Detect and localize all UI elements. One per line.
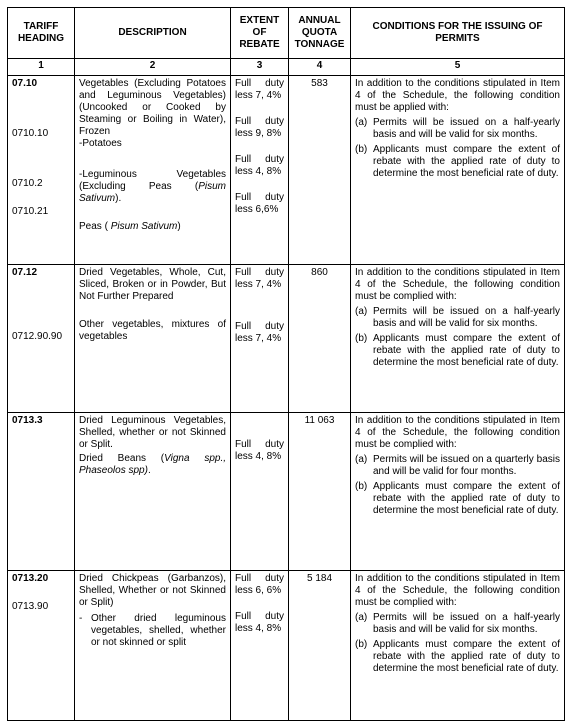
- table-row: [8, 413, 565, 571]
- rebate-cell: [231, 76, 289, 265]
- description-text: -Leguminous Vegetables (Excluding Peas (Pisum Sativum).: [79, 169, 226, 204]
- header-extent-of-rebate: EXTENT OF REBATE: [231, 8, 289, 59]
- description-text: Peas ( Pisum Sativum): [79, 221, 181, 232]
- rebate-text: Full duty less 6, 6%: [235, 573, 284, 596]
- tariff-code: 0713.3: [12, 415, 43, 426]
- condition-item: (a) Permits will be issued on a half-yearly basis and will be valid for six months.: [355, 612, 560, 635]
- column-number-row: [8, 59, 565, 76]
- column-number: 4: [289, 59, 351, 76]
- header-row: [8, 8, 565, 59]
- rebate-text: Full duty less 7, 4%: [235, 267, 284, 290]
- tariff-code: 0713.20: [12, 573, 49, 584]
- conditions-cell: [351, 76, 565, 265]
- description-text: Dried Vegetables, Whole, Cut, Sliced, Broken or in Powder, But Not Further Prepared: [79, 267, 226, 302]
- rebate-text: Full duty less 4, 8%: [235, 439, 284, 462]
- column-number: 1: [8, 59, 75, 76]
- conditions-intro: In addition to the conditions stipulated in Item 4 of the Schedule, the following condition must be applied with:: [355, 78, 560, 113]
- condition-item: (a) Permits will be issued on a half-yearly basis and will be valid for six months.: [355, 306, 560, 329]
- quota-cell: 11 063: [289, 413, 351, 571]
- conditions-cell: [351, 413, 565, 571]
- description-cell: [75, 571, 231, 721]
- quota-cell: 860: [289, 265, 351, 413]
- table-row: [8, 571, 565, 721]
- rebate-cell: [231, 265, 289, 413]
- condition-item: (a) Permits will be issued on a half-yearly basis and will be valid for six months.: [355, 117, 560, 140]
- quota-cell: 583: [289, 76, 351, 265]
- condition-item: (b) Applicants must compare the extent of rebate with the applied rate of duty to determine the most beneficial rate of duty.: [355, 481, 560, 516]
- condition-item: (b) Applicants must compare the extent of rebate with the applied rate of duty to determine the most beneficial rate of duty.: [355, 639, 560, 674]
- conditions-intro: In addition to the conditions stipulated in Item 4 of the Schedule, the following condition must be complied with:: [355, 573, 560, 608]
- description-text: Other vegetables, mixtures of vegetables: [79, 319, 226, 342]
- column-number: 3: [231, 59, 289, 76]
- rebate-text: Full duty less 4, 8%: [235, 611, 284, 634]
- rebate-text: Full duty less 9, 8%: [235, 116, 284, 139]
- conditions-cell: [351, 571, 565, 721]
- description-text: -Potatoes: [79, 138, 122, 149]
- description-cell: [75, 413, 231, 571]
- header-conditions: CONDITIONS FOR THE ISSUING OF PERMITS: [351, 8, 565, 59]
- rebate-text: Full duty less 6,6%: [235, 192, 284, 215]
- tariff-code-cell: [8, 571, 75, 721]
- conditions-intro: In addition to the conditions stipulated in Item 4 of the Schedule, the following condition must be complied with:: [355, 267, 560, 302]
- description-text: Vegetables (Excluding Potatoes and Leguminous Vegetables) (Uncooked or Cooked by Steaming or Boiling in Water), Frozen: [79, 78, 226, 137]
- tariff-code-cell: [8, 76, 75, 265]
- description-text: - Other dried leguminous vegetables, shelled, whether or not skinned or split: [79, 613, 226, 648]
- tariff-code: 07.10: [12, 78, 38, 89]
- tariff-code: 0710.10: [12, 128, 49, 139]
- description-text: Dried Beans (Vigna spp., Phaseolos spp).: [79, 453, 226, 476]
- tariff-code: 07.12: [12, 267, 38, 278]
- header-tariff-heading: TARIFF HEADING: [8, 8, 75, 59]
- quota-cell: 5 184: [289, 571, 351, 721]
- condition-item: (b) Applicants must compare the extent of rebate with the applied rate of duty to determine the most beneficial rate of duty.: [355, 144, 560, 179]
- condition-item: (b) Applicants must compare the extent of rebate with the applied rate of duty to determine the most beneficial rate of duty.: [355, 333, 560, 368]
- tariff-code: 0712.90.90: [12, 331, 63, 342]
- tariff-code: 0713.90: [12, 601, 49, 612]
- conditions-cell: [351, 265, 565, 413]
- description-cell: [75, 76, 231, 265]
- rebate-text: Full duty less 7, 4%: [235, 321, 284, 344]
- tariff-code-cell: [8, 265, 75, 413]
- rebate-text: Full duty less 7, 4%: [235, 78, 284, 101]
- condition-item: (a) Permits will be issued on a quarterly basis and will be valid for four months.: [355, 454, 560, 477]
- column-number: 5: [351, 59, 565, 76]
- tariff-code: 0710.21: [12, 206, 49, 217]
- description-text: Dried Leguminous Vegetables, Shelled, whether or not Skinned or Split.: [79, 415, 226, 450]
- column-number: 2: [75, 59, 231, 76]
- header-description: DESCRIPTION: [75, 8, 231, 59]
- table-row: [8, 265, 565, 413]
- description-cell: [75, 265, 231, 413]
- rebate-cell: [231, 571, 289, 721]
- rebate-text: Full duty less 4, 8%: [235, 154, 284, 177]
- header-annual-quota: ANNUAL QUOTA TONNAGE: [289, 8, 351, 59]
- tariff-code-cell: [8, 413, 75, 571]
- tariff-code: 0710.2: [12, 178, 43, 189]
- conditions-intro: In addition to the conditions stipulated in Item 4 of the Schedule, the following condition must be complied with:: [355, 415, 560, 450]
- rebate-cell: [231, 413, 289, 571]
- description-text: Dried Chickpeas (Garbanzos), Shelled, Whether or not Skinned or Split): [79, 573, 226, 608]
- table-row: [8, 76, 565, 265]
- tariff-table: [7, 7, 565, 721]
